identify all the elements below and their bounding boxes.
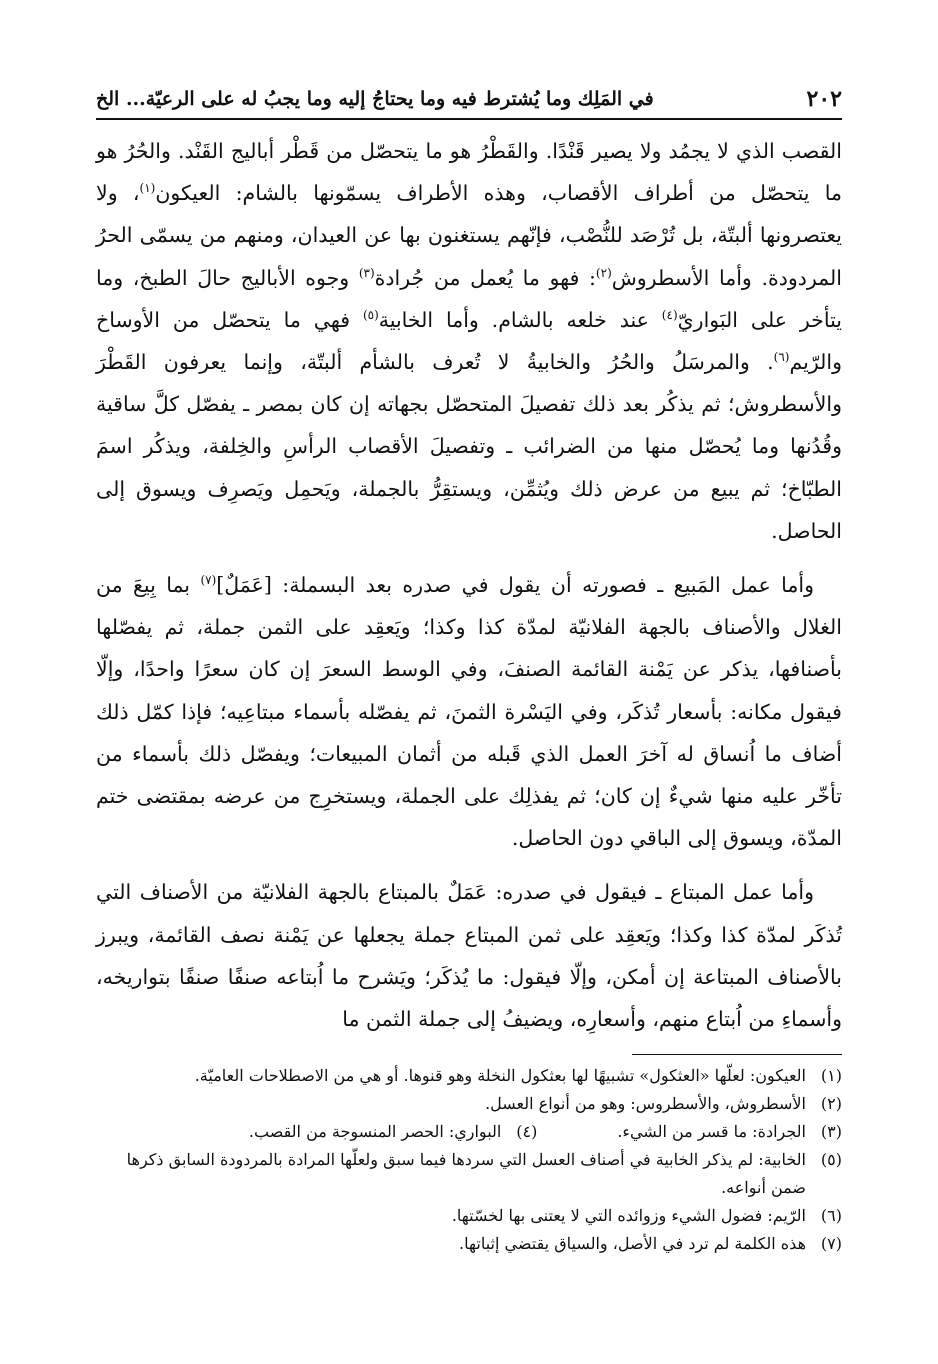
header-divider xyxy=(96,118,842,120)
footnote-text: العيكون: لعلّها «العثكول» تشبيهًا لها بعثكول النخلة وهو قنوها. أو هي من الاصطلاحات العاميّة. xyxy=(194,1066,806,1085)
footnote-ref-2[interactable]: (٢) xyxy=(595,265,612,280)
footnote-number: (٢) xyxy=(820,1094,842,1113)
footnotes xyxy=(96,1062,842,1258)
main-text xyxy=(96,130,842,1040)
footnote-text: الرّيم: فضول الشيء وزوائده التي لا يعتنى بها لخسّتها. xyxy=(451,1206,806,1225)
footnote-6 xyxy=(96,1202,842,1230)
footnote-3 xyxy=(617,1118,842,1146)
footnote-2 xyxy=(96,1090,842,1118)
footnote-text: الخابية: لم يذكر الخابية في أصناف العسل التي سردها فيما سبق ولعلّها المرادة بالمردودة السابق ذكرها ضمن أنواعه. xyxy=(126,1150,806,1197)
footnote-1 xyxy=(96,1062,842,1090)
footnote-text: الأسطروش، والأسطروس: وهو من أنواع العسل. xyxy=(485,1094,806,1113)
footnote-ref-5[interactable]: (٥) xyxy=(362,307,379,322)
running-title: في المَلِك وما يُشترط فيه وما يحتاجُ إليه وما يجبُ له على الرعيّة... الخ xyxy=(96,88,654,110)
footnote-number: (٦) xyxy=(820,1206,842,1225)
footnote-text: البواري: الحصر المنسوجة من القصب. xyxy=(248,1122,502,1141)
footnote-text: الجرادة: ما قسر من الشيء. xyxy=(617,1122,806,1141)
page-header xyxy=(96,84,842,114)
footnote-ref-6[interactable]: (٦) xyxy=(773,350,790,365)
footnote-number: (٧) xyxy=(820,1234,842,1253)
paragraph-3: وأما عمل المبتاع ـ فيقول في صدره: عَمَلٌ بالمبتاع بالجهة الفلانيّة من الأصناف التي تُذكَر لمدّة كذا وكذا؛ ويَعقِد على ثمن المبتاع جملة يجعلها عن يَمْنة نصف القائمة، ويبرز بالأصناف المبتاعة إن أمكن، وإلّا فيقول: ما يُذكَر؛ ويَشرح ما اُبتاعه صنفًا صنفًا بتواريخه، وأسماءِ من اُبتاع منهم، وأسعارِه، ويضيفُ إلى جملة الثمن ما xyxy=(96,880,842,1032)
footnote-number: (٤) xyxy=(516,1122,538,1141)
footnote-7 xyxy=(96,1230,842,1258)
footnote-number: (١) xyxy=(820,1066,842,1085)
footnote-divider xyxy=(632,1054,842,1055)
footnote-ref-4[interactable]: (٤) xyxy=(661,307,678,322)
page-number: ٢٠٢ xyxy=(806,86,842,112)
footnote-5 xyxy=(96,1146,842,1202)
footnote-number: (٣) xyxy=(820,1122,842,1141)
footnote-number: (٥) xyxy=(820,1150,842,1169)
paragraph-1: القصب الذي لا يجمُد ولا يصير قَنْدًا. والقَطْرُ هو ما يتحصّل من قَطْر أباليج القَنْد. والحُرُ هو ما يتحصّل من أطراف الأقصاب، وهذه الأطراف يسمّونها بالشام: العيكون$^{(١)}$، ولا يعتصرونها ألبتّة، بل تُرْصَد للنُّصْب، فإنّهم يستغنون بها عن العيدان، ومنهم من يسمّى الحرُ المردودة. وأما الأسطروش$^{(٢)}$: فهو ما يُعمل من جُرادة$^{(٣)}$ وجوه الأباليج حالَ الطبخ، وما يتأخر على البَواريّ$^{(٤)}$ عند خلعه بالشام. وأما الخابية$^{(٥)}$ فهي ما يتحصّل من الأوساخ والرّيم$^{(٦)}$. والمرسَلُ والحُرُ والخابيةُ لا تُعرف بالشأم ألبتّة، وإنما يعرفون القَطْرَ والأسطروش؛ ثم يذكُر بعد ذلك تفصيلَ المتحصّل بجهاته إن كان بمصر ـ يفصّل كلَّ ساقية وقُدُنها وما يُحصّل منها من الضرائب ـ وتفصيلَ الأقصاب الرأسِ والخِلفة، ويذكُر اسمَ الطبّاخ؛ ثم يبيع من عرض ذلك ويُثمِّن، ويستقِرُّ بالجملة، ويَحمِل ويَصرِف ويسوق إلى الحاصل. xyxy=(96,139,842,543)
footnote-4 xyxy=(249,1118,537,1146)
footnote-ref-7[interactable]: (٧) xyxy=(200,573,217,588)
paragraph-2: وأما عمل المَبيع ـ فصورته أن يقول في صدره بعد البسملة: [عَمَلٌ]$^{(٧)}$ بما بِيعَ من الغلال والأصناف بالجهة الفلانيّة لمدّة كذا وكذا؛ ويَعقِد على الثمن جملة، ثم يفصّلها بأصنافها، يذكر عن يَمْنة القائمة الصنفَ، وفي الوسط السعرَ إن كان سعرًا واحدًا، وإلّا فيقول مكانه: بأسعار تُذكَر، وفي اليَسْرة الثمنَ، ثم يفصّله بأسماء مبتاعِيه؛ فإذا كمّل ذلك أضاف ما اُنساق له آخرَ العمل الذي قَبله من أثمان المبيعات؛ ويفصّل ذلك بأسماء من تأخّر عليه منها شيءٌ إن كان؛ ثم يفذلِك على الجملة، ويستخرِج من عرضه بمقتضى ختم المدّة، ويسوق إلى الباقي دون الحاصل. xyxy=(96,573,842,851)
footnote-ref-1[interactable]: (١) xyxy=(139,181,156,196)
footnote-ref-3[interactable]: (٣) xyxy=(358,265,375,280)
footnote-text: هذه الكلمة لم ترد في الأصل، والسياق يقتضي إثباتها. xyxy=(459,1234,806,1253)
footnote-row-3-4 xyxy=(96,1118,842,1146)
